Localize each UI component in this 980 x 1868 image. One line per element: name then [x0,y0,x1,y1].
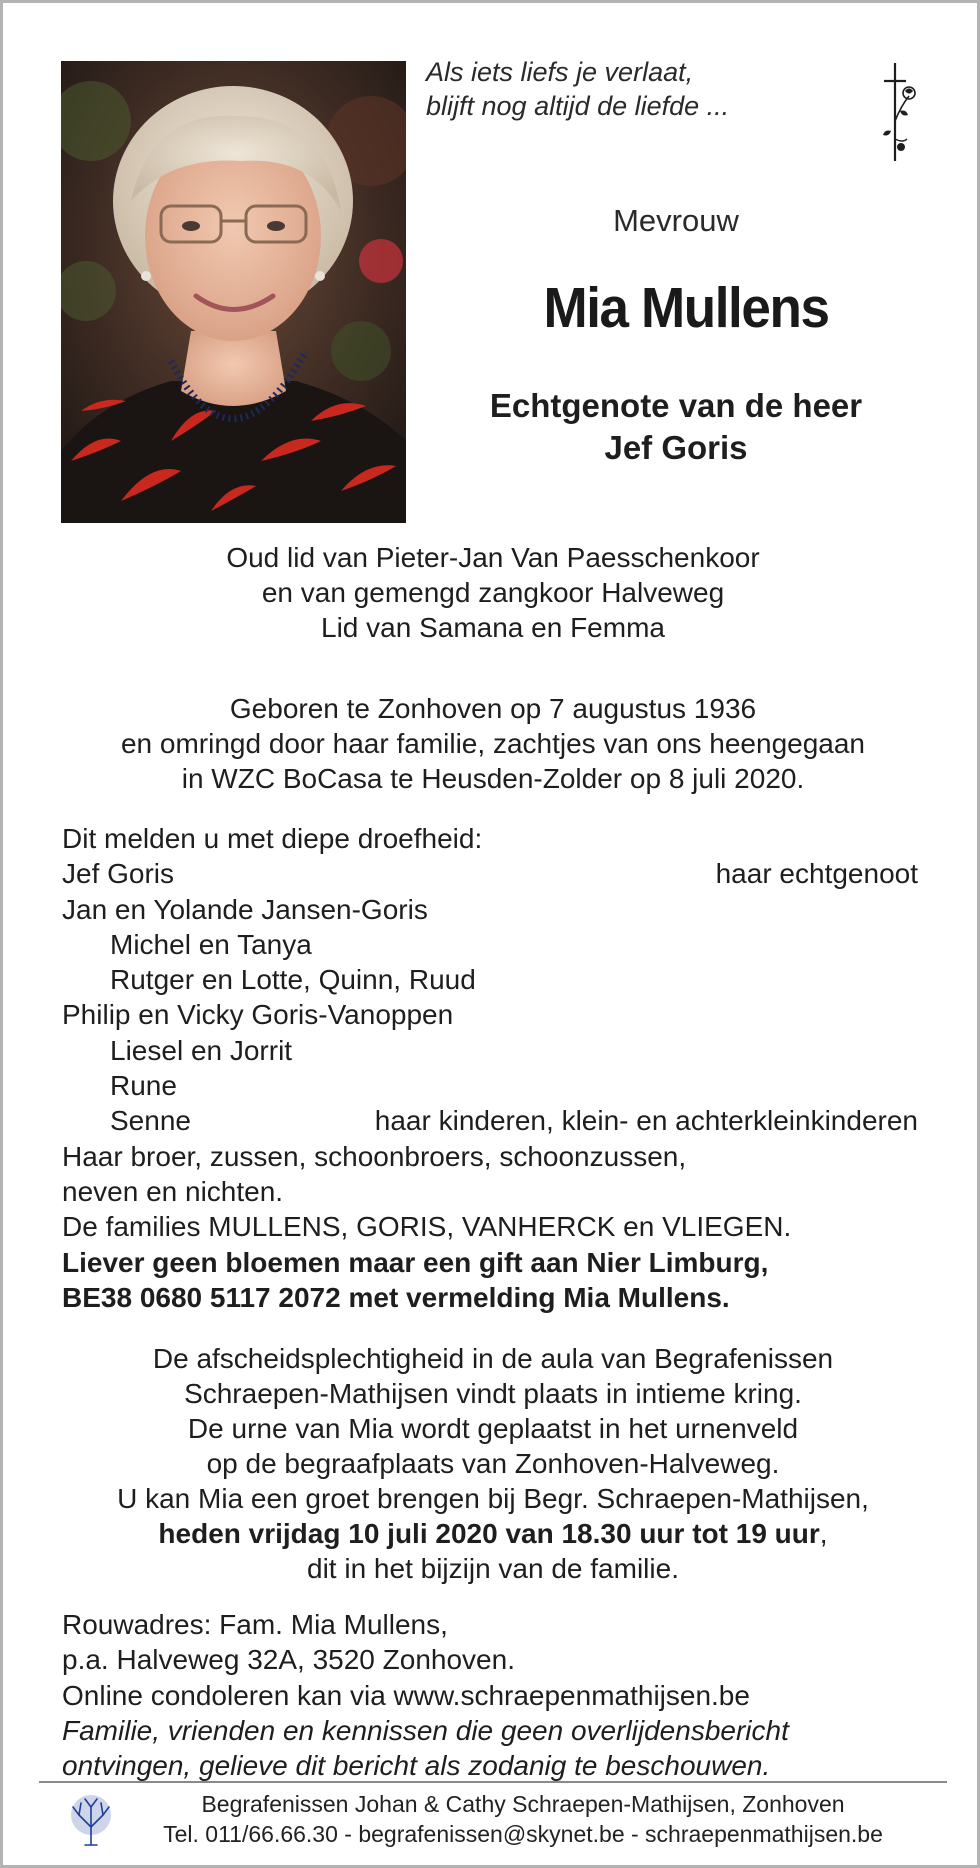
family-intro: Dit melden u met diepe droefheid: [62,823,483,854]
motto-text [426,55,729,123]
deceased-name: Mia Mullens [543,276,829,340]
motto-line-2: blijft nog altijd de liefde ... [426,91,730,121]
mourning-address-street: p.a. Halveweg 32A, 3520 Zonhoven. [62,1644,515,1676]
family-grandchild: Rutger en Lotte, Quinn, Ruud [110,964,476,996]
ceremony-line: dit in het bijzijn van de familie. [307,1553,679,1584]
funeral-home-footer [123,1789,923,1849]
ceremony-line: De afscheidsplechtigheid in de aula van Begrafenissen [152,1343,834,1374]
family-grandchild: Michel en Tanya [110,928,312,960]
ceremony-line: Schraepen-Mathijsen vindt plaats in intieme kring. [184,1378,802,1409]
family-names: De families MULLENS, GORIS, VANHERCK en VLIEGEN. [62,1211,792,1243]
family-grandchild: Senne [110,1105,191,1137]
membership-line: Oud lid van Pieter-Jan Van Paesschenkoor [226,542,760,573]
birth-line: Geboren te Zonhoven op 7 augustus 1936 [229,693,757,724]
gift-request: Liever geen bloemen maar een gift aan Nier Limburg, [62,1246,769,1278]
notice-line: Familie, vrienden en kennissen die geen overlijdensbericht [62,1714,789,1746]
ceremony-line: U kan Mia een groet brengen bij Begr. Schraepen-Mathijsen, [117,1483,869,1514]
mourning-address: Rouwadres: Fam. Mia Mullens, [62,1609,448,1640]
children-role: haar kinderen, klein- en achterkleinkinderen [374,1105,918,1137]
portrait-illustration [61,61,406,523]
footer-divider [39,1781,947,1783]
family-siblings: neven en nichten. [62,1175,284,1207]
portrait-photo [61,61,406,523]
family-row-spouse [62,856,932,891]
family-row-children [62,1103,932,1138]
membership-line: en van gemengd zangkoor Halveweg [261,577,725,608]
family-grandchild: Rune [110,1070,177,1102]
family-list [62,821,932,1315]
ceremony-line: De urne van Mia wordt geplaatst in het urnenveld [187,1413,799,1444]
gift-account: BE38 0680 5117 2072 met vermelding Mia Mullens. [62,1281,730,1313]
death-place-line: in WZC BoCasa te Heusden-Zolder op 8 juli 2020. [181,763,805,794]
spouse-role: haar echtgenoot [715,858,918,890]
cross-with-rose-icon [871,61,923,163]
funeral-home-name: Begrafenissen Johan & Cathy Schraepen-Mathijsen, Zonhoven [201,1791,845,1817]
tree-logo-icon [67,1793,115,1847]
membership-line: Lid van Samana en Femma [321,612,665,643]
ceremony-line: op de begraafplaats van Zonhoven-Halveweg. [206,1448,780,1479]
visit-time-comma: , [819,1518,828,1549]
spouse-line-2: Jef Goris [604,429,748,466]
family-child-2: Philip en Vicky Goris-Vanoppen [62,999,454,1031]
family-grandchild: Liesel en Jorrit [110,1034,293,1066]
online-condolences: Online condoleren kan via www.schraepenmathijsen.be [62,1679,750,1711]
funeral-home-contact: Tel. 011/66.66.30 - begrafenissen@skynet.be - schraepenmathijsen.be [163,1821,883,1847]
spouse-name: Jef Goris [62,858,175,890]
ceremony-block [43,1341,943,1586]
notice-line: ontvingen, gelieve dit bericht als zodanig te beschouwen. [62,1750,771,1782]
death-line: en omringd door haar familie, zachtjes van ons heengegaan [120,728,866,759]
family-siblings: Haar broer, zussen, schoonbroers, schoonzussen, [62,1140,687,1172]
family-child-1: Jan en Yolande Jansen-Goris [62,893,428,925]
honorific: Mevrouw [613,203,739,238]
contact-block [62,1607,942,1783]
motto-line-1: Als iets liefs je verlaat, [426,57,694,87]
memberships-block [43,540,943,645]
birth-death-block [43,691,943,796]
spouse-block [426,385,926,469]
visit-time: heden vrijdag 10 juli 2020 van 18.30 uur tot 19 uur [158,1518,820,1549]
visit-time-line [43,1516,943,1551]
spouse-line-1: Echtgenote van de heer [489,387,863,424]
